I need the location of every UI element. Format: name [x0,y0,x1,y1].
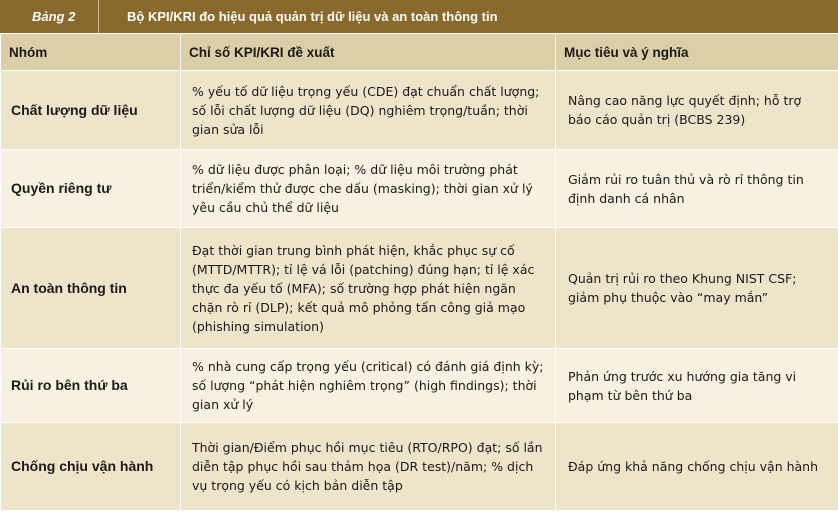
table-row [1,423,838,511]
table-number-label: Bảng 2 [32,9,76,24]
row-group-cell: An toàn thông tin [1,228,181,349]
column-header-kpi: Chỉ số KPI/KRI đề xuất [181,34,556,71]
row-group-cell: Rủi ro bên thứ ba [1,349,181,423]
row-kpi-cell: Thời gian/Điểm phục hồi mục tiêu (RTO/RPO) đạt; số lần diễn tập phục hồi sau thảm họa (DR test)/năm; % dịch vụ trọng yếu có kịch bản diễn tập [181,423,556,511]
table-title-bar [0,0,838,33]
column-header-objective: Mục tiêu và ý nghĩa [556,34,838,71]
table-row [1,150,838,228]
row-kpi-cell: % nhà cung cấp trọng yếu (critical) có đánh giá định kỳ; số lượng “phát hiện nghiêm trọng” (high findings); thời gian xử lý [181,349,556,423]
table-row [1,71,838,150]
table-header-row [1,34,838,71]
row-kpi-cell: Đạt thời gian trung bình phát hiện, khắc phục sự cố (MTTD/MTTR); tỉ lệ vá lỗi (patching) đúng hạn; tỉ lệ xác thực đa yếu tố (MFA); số trường hợp phát hiện ngăn chặn rò rỉ (DLP); kết quả mô phỏng tấn công giả mạo (phishing simulation) [181,228,556,349]
row-objective-cell: Đáp ứng khả năng chống chịu vận hành [556,423,838,511]
row-objective-cell: Nâng cao năng lực quyết định; hỗ trợ báo cáo quản trị (BCBS 239) [556,71,838,150]
row-group-cell: Chống chịu vận hành [1,423,181,511]
row-objective-cell: Quản trị rủi ro theo Khung NIST CSF; giảm phụ thuộc vào “may mắn” [556,228,838,349]
row-objective-cell: Phản ứng trước xu hướng gia tăng vi phạm từ bên thứ ba [556,349,838,423]
row-group-cell: Quyền riêng tư [1,150,181,228]
column-header-group: Nhóm [1,34,181,71]
table-row [1,228,838,349]
row-kpi-cell: % dữ liệu được phân loại; % dữ liệu môi trường phát triển/kiểm thử được che dấu (masking); thời gian xử lý yêu cầu chủ thể dữ liệu [181,150,556,228]
table-title: Bộ KPI/KRI đo hiệu quả quản trị dữ liệu và an toàn thông tin [127,9,498,24]
row-group-cell: Chất lượng dữ liệu [1,71,181,150]
row-kpi-cell: % yếu tố dữ liệu trọng yếu (CDE) đạt chuẩn chất lượng; số lỗi chất lượng dữ liệu (DQ) nghiêm trọng/tuần; thời gian sửa lỗi [181,71,556,150]
row-objective-cell: Giảm rủi ro tuân thủ và rò rỉ thông tin định danh cá nhân [556,150,838,228]
kpi-kri-table [0,33,838,511]
table-row [1,349,838,423]
